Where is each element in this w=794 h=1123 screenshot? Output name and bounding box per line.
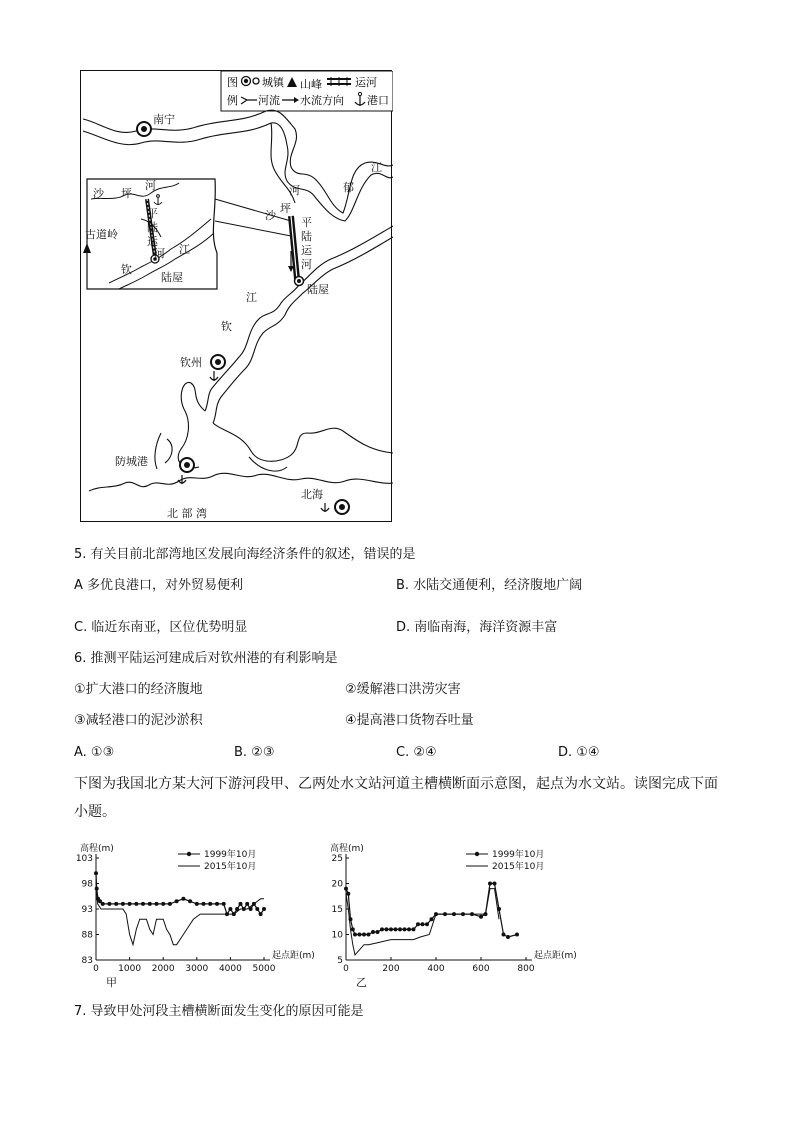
data-point: [403, 927, 407, 931]
legend-marker: [475, 852, 479, 856]
qinzhou-town-icon: [211, 355, 225, 369]
inset-label-canal-3: 河: [154, 247, 165, 260]
q5-option-d: D. 南临南海，海洋资源丰富: [396, 620, 558, 635]
chart-caption: 乙: [356, 976, 367, 989]
data-point: [362, 933, 366, 937]
data-point: [346, 892, 350, 896]
legend-canal: 运河: [355, 76, 377, 89]
y-tick-label: 103: [75, 854, 93, 864]
data-point: [245, 902, 249, 906]
river-map: [80, 70, 392, 522]
data-point: [380, 927, 384, 931]
data-point: [351, 927, 355, 931]
legend-river: 河流: [258, 94, 280, 107]
q5-option-c: C. 临近东南亚，区位优势明显: [74, 620, 248, 635]
y-tick-label: 5: [337, 956, 343, 966]
data-point: [367, 933, 371, 937]
map-labels: [85, 113, 382, 520]
inset-label-canal-0: 平: [147, 207, 158, 220]
x-tick-label: 200: [382, 964, 400, 974]
inset-label-luwu: 陆屋: [161, 271, 183, 284]
label-fangchenggang: 防城港: [115, 455, 148, 468]
data-point: [168, 902, 172, 906]
q6-statement-2: ②缓解港口洪涝灾害: [345, 682, 461, 697]
label-canal-1: 陆: [301, 230, 312, 243]
canal-icon: [327, 77, 351, 86]
data-point: [155, 902, 159, 906]
nanning-town-icon: [137, 122, 151, 136]
data-point: [398, 927, 402, 931]
x-tick-label: 4000: [218, 964, 242, 974]
data-point: [239, 902, 243, 906]
legend-port: 港口: [367, 94, 389, 107]
legend-peak: 山峰: [300, 78, 322, 91]
data-point: [371, 930, 375, 934]
y-tick-label: 10: [331, 930, 343, 941]
label-jiang-mid: 江: [246, 291, 257, 304]
x-tick-label: 3000: [185, 964, 209, 974]
data-point: [389, 927, 393, 931]
legend-marker: [187, 852, 191, 856]
x-tick-label: 800: [517, 964, 535, 974]
data-point: [385, 927, 389, 931]
inset-label-he: 河: [145, 179, 156, 192]
y-tick-label: 93: [81, 905, 93, 915]
data-point: [141, 902, 145, 906]
label-nanning: 南宁: [153, 113, 175, 126]
intro-line-2: 小题。: [74, 804, 116, 820]
data-point: [202, 902, 206, 906]
data-point: [175, 899, 179, 903]
data-point: [215, 902, 219, 906]
label-jiang-right: 江: [371, 161, 382, 174]
data-point: [259, 912, 263, 916]
y-axis-title: 高程(m): [80, 844, 114, 854]
x-tick-label: 600: [472, 964, 490, 974]
data-point: [255, 907, 259, 911]
q5-option-b: B. 水陆交通便利，经济腹地广阔: [396, 578, 583, 593]
label-canal-3: 河: [301, 258, 312, 271]
data-point: [515, 933, 519, 937]
data-point: [430, 917, 434, 921]
label-beihai: 北海: [301, 488, 323, 501]
x-tick-label: 5000: [252, 964, 276, 974]
intro-line-1: 下图为我国北方某大河下游河段甲、乙两处水文站河道主槽横断面示意图，起点为水文站。读图完成下面: [74, 776, 718, 792]
data-point: [488, 882, 492, 886]
y-tick-label: 88: [81, 930, 93, 941]
data-point: [353, 933, 357, 937]
data-point: [228, 907, 232, 911]
data-point: [114, 902, 118, 906]
label-he: 河: [289, 184, 300, 197]
x-tick-label: 0: [93, 964, 99, 974]
fangcheng-anchor-icon: [178, 475, 186, 484]
data-point: [262, 907, 266, 911]
data-point: [358, 933, 362, 937]
chart-caption: 甲: [106, 976, 117, 989]
x-tick-label: 400: [427, 964, 445, 974]
data-point: [181, 897, 185, 901]
data-point: [416, 922, 420, 926]
data-point: [148, 902, 152, 906]
qinzhou-anchor-icon: [210, 371, 218, 381]
fangcheng-town-icon: [180, 458, 194, 472]
legend-prefix-2: 例: [227, 94, 238, 107]
series-line-1: [346, 889, 499, 955]
chart-yi: [326, 834, 586, 996]
x-axis-title: 起点距(m): [534, 951, 577, 961]
data-point: [376, 930, 380, 934]
label-ping: 坪: [280, 202, 291, 215]
legend-label: 2015年10月: [204, 862, 257, 872]
data-point: [502, 933, 506, 937]
beihai-anchor-icon: [321, 503, 329, 512]
data-point: [134, 902, 138, 906]
map-rivers: [83, 110, 393, 491]
data-point: [493, 882, 497, 886]
data-point: [506, 935, 510, 939]
beihai-town-icon: [335, 500, 349, 514]
label-bay: 北 部 湾: [167, 507, 207, 520]
luwu-town-icon: [295, 277, 304, 286]
inset-label-ping: 坪: [121, 187, 132, 200]
label-qin-mid: 钦: [221, 320, 232, 333]
chart-jia: [60, 834, 320, 996]
inset-label-canal-1: 陆: [147, 221, 158, 234]
y-tick-label: 20: [331, 879, 343, 890]
legend-prefix-1: 图: [227, 76, 238, 89]
map-legend: [221, 71, 393, 111]
legend-label: 2015年10月: [492, 862, 545, 872]
inset-label-jiang: 江: [179, 243, 190, 256]
inset-label-canal-2: 运: [147, 235, 158, 248]
y-tick-label: 83: [81, 956, 93, 966]
data-point: [421, 922, 425, 926]
data-point: [344, 887, 348, 891]
q6-statement-3: ③减轻港口的泥沙淤积: [74, 713, 203, 728]
q5-option-a: A 多优良港口，对外贸易便利: [74, 578, 244, 593]
data-point: [121, 902, 125, 906]
legend-label: 1999年10月: [492, 850, 545, 860]
label-canal-2: 运: [301, 244, 312, 257]
data-point: [412, 927, 416, 931]
q7-stem: 7. 导致甲处河段主槽横断面发生变化的原因可能是: [74, 1004, 364, 1019]
label-yu: 郁: [343, 181, 354, 194]
data-point: [161, 902, 165, 906]
legend-label: 1999年10月: [204, 850, 257, 860]
label-luwu: 陆屋: [307, 283, 329, 296]
data-point: [195, 902, 199, 906]
data-point: [94, 871, 98, 875]
y-tick-label: 15: [331, 905, 343, 915]
x-tick-label: 2000: [151, 964, 175, 974]
data-point: [479, 915, 483, 919]
data-point: [425, 922, 429, 926]
data-point: [188, 899, 192, 903]
inset-label-gudaoling: 古道岭: [85, 228, 118, 241]
q6-stem: 6. 推测平陆运河建成后对钦州港的有利影响是: [74, 651, 338, 666]
q5-stem: 5. 有关目前北部湾地区发展向海经济条件的叙述，错误的是: [74, 547, 416, 562]
label-sha: 沙: [265, 209, 276, 222]
data-point: [101, 902, 105, 906]
q6-option-c: C. ②④: [396, 745, 437, 760]
data-point: [394, 927, 398, 931]
data-point: [208, 902, 212, 906]
inset-label-sha: 沙: [93, 187, 104, 200]
legend-town: 城镇: [262, 76, 284, 89]
q6-option-a: A. ①③: [74, 745, 115, 760]
data-point: [128, 902, 132, 906]
y-axis-title: 高程(m): [330, 844, 364, 854]
map-drawing: [81, 71, 393, 523]
q6-statement-4: ④提高港口货物吞吐量: [345, 713, 474, 728]
q6-statement-1: ①扩大港口的经济腹地: [74, 682, 203, 697]
q6-option-d: D. ①④: [558, 745, 600, 760]
label-canal-0: 平: [301, 216, 312, 229]
y-tick-label: 25: [331, 854, 343, 864]
inset-label-qin: 钦: [121, 263, 132, 276]
x-tick-label: 0: [343, 964, 349, 974]
x-axis-title: 起点距(m): [272, 951, 315, 961]
y-tick-label: 98: [81, 879, 93, 890]
data-point: [222, 902, 226, 906]
q6-option-b: B. ②③: [234, 745, 275, 760]
series-line-1: [96, 884, 264, 945]
data-point: [407, 927, 411, 931]
legend-flow: 水流方向: [300, 94, 344, 107]
data-point: [107, 902, 111, 906]
x-tick-label: 1000: [118, 964, 142, 974]
label-qinzhou: 钦州: [180, 356, 202, 369]
